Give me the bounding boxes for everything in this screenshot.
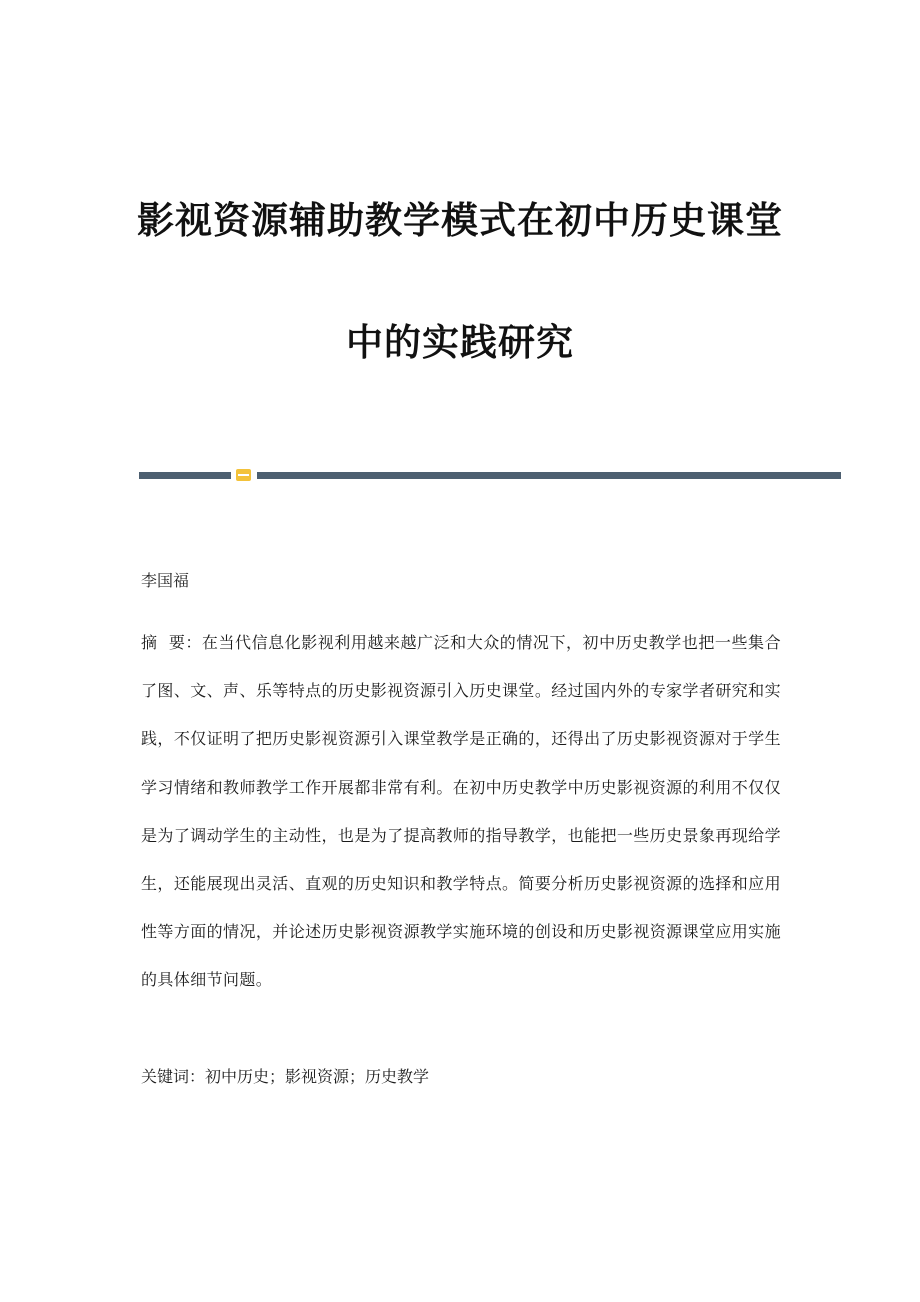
author-name: 李国福 <box>141 571 190 590</box>
abstract-text: 在当代信息化影视利用越来越广泛和大众的情况下，初中历史教学也把一些集合了图、文、声、乐等特点的历史影视资源引入历史课堂。经过国内外的专家学者研究和实践，不仅证明了把历史影视资源引入课堂教学是正确的，还得出了历史影视资源对于学生学习情绪和教师教学工作开展都非常有利。在初中历史教学中历史影视资源的利用不仅仅是为了调动学生的主动性，也是为了提高教师的指导教学，也能把一些历史景象再现给学生，还能展现出灵活、直观的历史知识和教学特点。简要分析历史影视资源的选择和应用性等方面的情况，并论述历史影视资源教学实施环境的创设和历史影视资源课堂应用实施的具体细节问题。 <box>141 633 781 990</box>
divider-bar-left <box>139 472 231 479</box>
abstract-paragraph <box>141 619 781 1005</box>
abstract-label: 摘 要： <box>141 633 202 652</box>
divider-bar-right <box>257 472 841 479</box>
paper-title-line-1: 影视资源辅助教学模式在初中历史课堂 <box>137 198 783 242</box>
keywords-text: 初中历史；影视资源；历史教学 <box>205 1067 430 1086</box>
keywords-line <box>141 1064 429 1087</box>
keywords-label: 关键词： <box>141 1067 206 1086</box>
paper-title-line-2: 中的实践研究 <box>346 320 574 364</box>
divider-ornament-icon <box>236 469 251 481</box>
title-divider <box>139 468 841 482</box>
